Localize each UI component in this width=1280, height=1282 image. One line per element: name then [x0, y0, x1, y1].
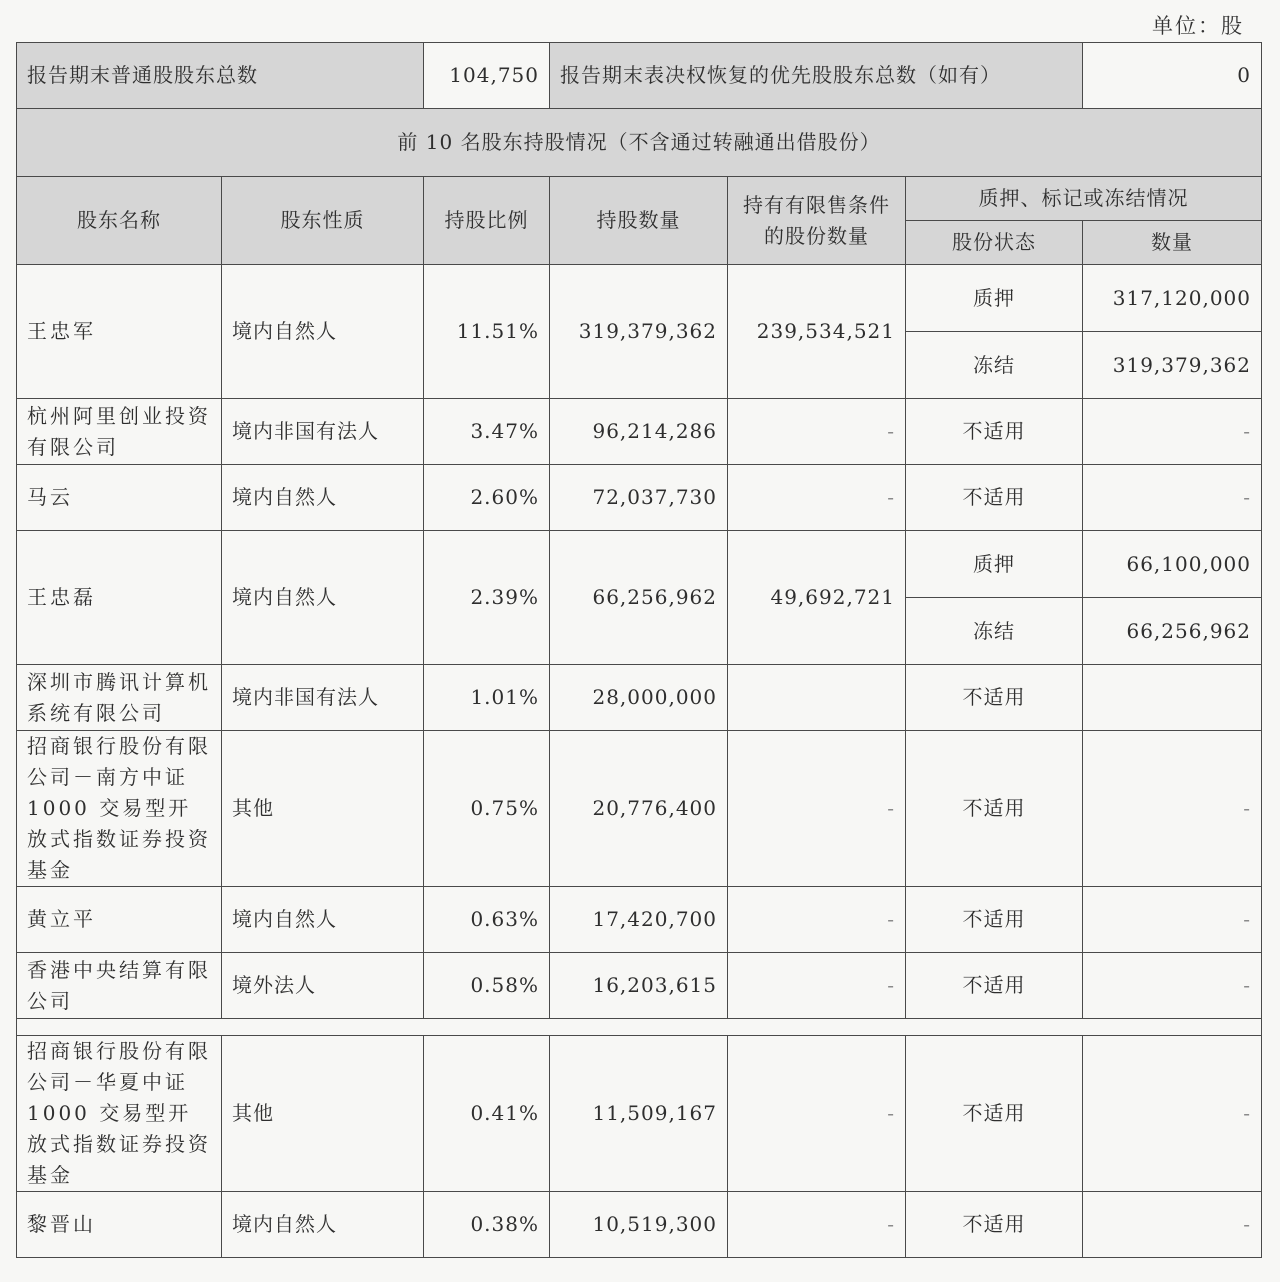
header-name: 股东名称	[17, 177, 222, 265]
page-gap	[17, 1019, 1262, 1036]
restricted-quantity: -	[728, 1192, 906, 1258]
shareholder-nature: 境内非国有法人	[222, 399, 424, 465]
share-status: 不适用	[906, 665, 1083, 731]
restricted-quantity: 239,534,521	[728, 265, 906, 399]
restricted-quantity: -	[728, 953, 906, 1019]
total-shareholders-label: 报告期末普通股股东总数	[17, 43, 424, 109]
table-row	[17, 531, 1262, 598]
holding-ratio: 1.01%	[424, 665, 550, 731]
shareholder-nature: 境内自然人	[222, 1192, 424, 1258]
table-row	[17, 1036, 1262, 1192]
pledge-amount: 66,100,000	[1083, 531, 1262, 598]
total-shareholders-value: 104,750	[424, 43, 550, 109]
restricted-quantity: -	[728, 887, 906, 953]
header-status: 股份状态	[906, 221, 1083, 265]
holding-ratio: 0.41%	[424, 1036, 550, 1192]
table-row	[17, 887, 1262, 953]
table-row	[17, 465, 1262, 531]
pledge-amount: -	[1083, 1192, 1262, 1258]
shareholder-name: 招商银行股份有限公司－华夏中证 1000 交易型开放式指数证券投资基金	[17, 1036, 222, 1192]
pledge-amount: 317,120,000	[1083, 265, 1262, 332]
share-status: 不适用	[906, 399, 1083, 465]
restricted-quantity	[728, 665, 906, 731]
holding-quantity: 20,776,400	[550, 731, 728, 887]
section-title-row	[17, 109, 1262, 177]
pledge-amount: -	[1083, 1036, 1262, 1192]
shareholder-nature: 境外法人	[222, 953, 424, 1019]
share-status: 质押	[906, 265, 1083, 332]
pledge-amount: 319,379,362	[1083, 332, 1262, 399]
holding-quantity: 28,000,000	[550, 665, 728, 731]
shareholder-name: 黎晋山	[17, 1192, 222, 1258]
holding-ratio: 0.58%	[424, 953, 550, 1019]
holding-ratio: 2.39%	[424, 531, 550, 665]
restricted-quantity: -	[728, 465, 906, 531]
shareholder-name: 王忠磊	[17, 531, 222, 665]
shareholder-name: 深圳市腾讯计算机系统有限公司	[17, 665, 222, 731]
restricted-quantity: -	[728, 731, 906, 887]
pledge-amount: -	[1083, 731, 1262, 887]
page-gap-cell	[17, 1019, 1262, 1036]
holding-ratio: 2.60%	[424, 465, 550, 531]
header-quantity: 持股数量	[550, 177, 728, 265]
header-restricted: 持有有限售条件的股份数量	[728, 177, 906, 265]
shareholder-name: 招商银行股份有限公司－南方中证 1000 交易型开放式指数证券投资基金	[17, 731, 222, 887]
share-status: 不适用	[906, 1192, 1083, 1258]
table-row	[17, 953, 1262, 1019]
shareholder-name: 马云	[17, 465, 222, 531]
shareholder-nature: 境内自然人	[222, 265, 424, 399]
table-row	[17, 399, 1262, 465]
share-status: 不适用	[906, 1036, 1083, 1192]
shareholder-name: 王忠军	[17, 265, 222, 399]
section-title: 前 10 名股东持股情况（不含通过转融通出借股份）	[17, 109, 1262, 177]
pledge-amount	[1083, 665, 1262, 731]
holding-ratio: 3.47%	[424, 399, 550, 465]
table-body	[17, 43, 1262, 1258]
holding-ratio: 11.51%	[424, 265, 550, 399]
unit-label: 单位：股	[1152, 14, 1244, 38]
preferred-shareholders-value: 0	[1083, 43, 1262, 109]
shareholder-name: 香港中央结算有限公司	[17, 953, 222, 1019]
table-row	[17, 731, 1262, 887]
holding-quantity: 17,420,700	[550, 887, 728, 953]
shareholder-nature: 其他	[222, 1036, 424, 1192]
shareholder-table	[16, 42, 1262, 1258]
restricted-quantity: 49,692,721	[728, 531, 906, 665]
holding-quantity: 96,214,286	[550, 399, 728, 465]
share-status: 不适用	[906, 887, 1083, 953]
holding-ratio: 0.63%	[424, 887, 550, 953]
holding-ratio: 0.75%	[424, 731, 550, 887]
table-row	[17, 665, 1262, 731]
holding-quantity: 16,203,615	[550, 953, 728, 1019]
pledge-amount: -	[1083, 887, 1262, 953]
holding-quantity: 319,379,362	[550, 265, 728, 399]
holding-quantity: 10,519,300	[550, 1192, 728, 1258]
shareholder-nature: 境内自然人	[222, 531, 424, 665]
share-status: 不适用	[906, 465, 1083, 531]
shareholder-nature: 境内非国有法人	[222, 665, 424, 731]
holding-quantity: 66,256,962	[550, 531, 728, 665]
table-row	[17, 265, 1262, 332]
share-status: 冻结	[906, 332, 1083, 399]
header-pledge-group: 质押、标记或冻结情况	[906, 177, 1262, 221]
pledge-amount: 66,256,962	[1083, 598, 1262, 665]
pledge-amount: -	[1083, 465, 1262, 531]
holding-quantity: 11,509,167	[550, 1036, 728, 1192]
holding-ratio: 0.38%	[424, 1192, 550, 1258]
share-status: 不适用	[906, 731, 1083, 887]
shareholder-nature: 境内自然人	[222, 465, 424, 531]
holding-quantity: 72,037,730	[550, 465, 728, 531]
summary-row	[17, 43, 1262, 109]
share-status: 冻结	[906, 598, 1083, 665]
restricted-quantity: -	[728, 1036, 906, 1192]
shareholder-nature: 境内自然人	[222, 887, 424, 953]
header-ratio: 持股比例	[424, 177, 550, 265]
shareholder-name: 黄立平	[17, 887, 222, 953]
table-row	[17, 1192, 1262, 1258]
header-amount: 数量	[1083, 221, 1262, 265]
share-status: 不适用	[906, 953, 1083, 1019]
preferred-shareholders-label: 报告期末表决权恢复的优先股股东总数（如有）	[550, 43, 1083, 109]
pledge-amount: -	[1083, 399, 1262, 465]
shareholder-nature: 其他	[222, 731, 424, 887]
header-nature: 股东性质	[222, 177, 424, 265]
restricted-quantity: -	[728, 399, 906, 465]
pledge-amount: -	[1083, 953, 1262, 1019]
shareholder-name: 杭州阿里创业投资有限公司	[17, 399, 222, 465]
share-status: 质押	[906, 531, 1083, 598]
header-row-1	[17, 177, 1262, 221]
